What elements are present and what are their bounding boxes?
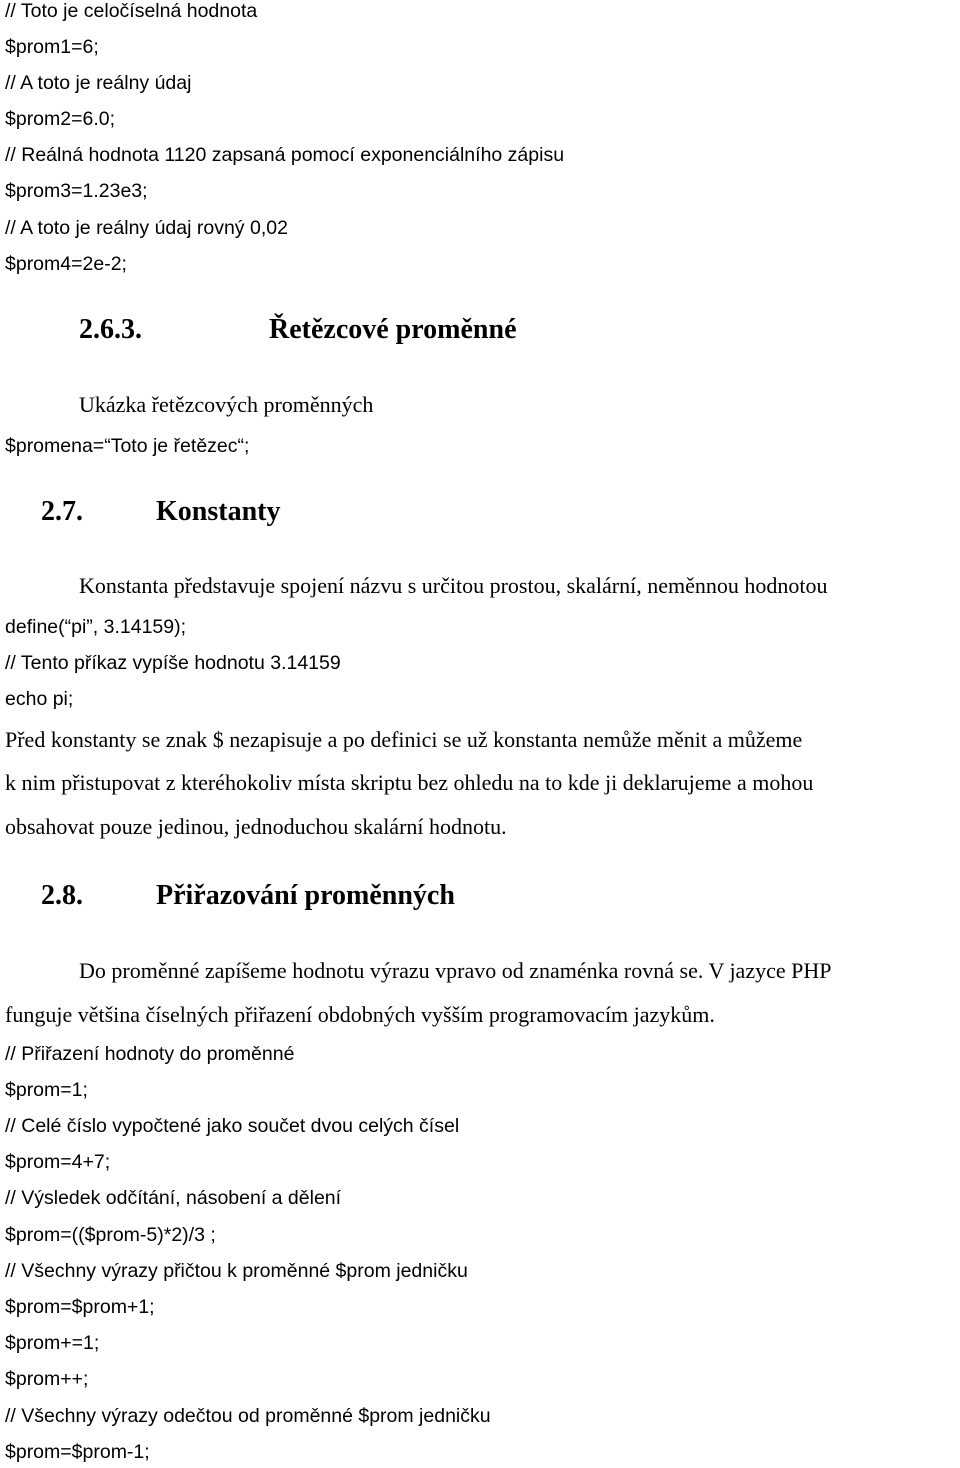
section-number: 2.6.3. bbox=[79, 314, 142, 345]
code-line: $prom4=2e-2; bbox=[5, 253, 127, 275]
section-heading-2-7 bbox=[0, 496, 960, 532]
code-line: $prom=1; bbox=[5, 1079, 88, 1101]
paragraph-line: k nim přistupovat z kteréhokoliv místa skriptu bez ohledu na to kde ji deklarujeme a mohou bbox=[5, 770, 814, 795]
code-line: define(“pi”, 3.14159); bbox=[5, 616, 187, 638]
code-comment: // A toto je reálny údaj rovný 0,02 bbox=[5, 217, 288, 239]
section-number: 2.7. bbox=[41, 496, 83, 527]
code-comment: // Celé číslo vypočtené jako součet dvou celých čísel bbox=[5, 1115, 460, 1137]
code-comment: // Všechny výrazy odečtou od proměnné $prom jedničku bbox=[5, 1405, 491, 1427]
section-title: Přiřazování proměnných bbox=[156, 880, 455, 911]
body-text: Ukázka řetězcových proměnných bbox=[79, 392, 374, 417]
code-comment: // Přiřazení hodnoty do proměnné bbox=[5, 1043, 295, 1065]
code-line: $prom1=6; bbox=[5, 36, 99, 58]
section-title: Konstanty bbox=[156, 496, 281, 527]
code-line: echo pi; bbox=[5, 688, 74, 710]
code-line: $promena=“Toto je řetězec“; bbox=[5, 435, 250, 457]
code-line: $prom3=1.23e3; bbox=[5, 180, 148, 202]
code-comment: // Reálná hodnota 1120 zapsaná pomocí exponenciálního zápisu bbox=[5, 144, 565, 166]
paragraph-line: Před konstanty se znak $ nezapisuje a po definici se už konstanta nemůže měnit a můžeme bbox=[5, 727, 803, 752]
code-comment: // Toto je celočíselná hodnota bbox=[5, 0, 258, 22]
code-line: $prom++; bbox=[5, 1368, 89, 1390]
code-line: $prom=$prom-1; bbox=[5, 1441, 150, 1463]
section-number: 2.8. bbox=[41, 880, 83, 911]
code-line: $prom+=1; bbox=[5, 1332, 100, 1354]
section-heading-2-8 bbox=[0, 880, 960, 916]
code-line: $prom2=6.0; bbox=[5, 108, 116, 130]
body-text: funguje většina číselných přiřazení obdobných vyšším programovacím jazykům. bbox=[5, 1002, 715, 1027]
code-comment: // Výsledek odčítání, násobení a dělení bbox=[5, 1187, 342, 1209]
body-text: Do proměnné zapíšeme hodnotu výrazu vpravo od znaménka rovná se. V jazyce PHP bbox=[79, 958, 832, 983]
code-comment: // Tento příkaz vypíše hodnotu 3.14159 bbox=[5, 652, 341, 674]
code-line: $prom=4+7; bbox=[5, 1151, 111, 1173]
section-title: Řetězcové proměnné bbox=[269, 314, 517, 345]
code-comment: // A toto je reálny údaj bbox=[5, 72, 192, 94]
paragraph-line: obsahovat pouze jedinou, jednoduchou skalární hodnotu. bbox=[5, 814, 507, 839]
code-line: $prom=(($prom-5)*2)/3 ; bbox=[5, 1224, 216, 1246]
section-heading-2-6-3 bbox=[0, 314, 960, 350]
code-comment: // Všechny výrazy přičtou k proměnné $prom jedničku bbox=[5, 1260, 468, 1282]
code-line: $prom=$prom+1; bbox=[5, 1296, 155, 1318]
body-text: Konstanta představuje spojení názvu s určitou prostou, skalární, neměnnou hodnotou bbox=[79, 573, 828, 598]
